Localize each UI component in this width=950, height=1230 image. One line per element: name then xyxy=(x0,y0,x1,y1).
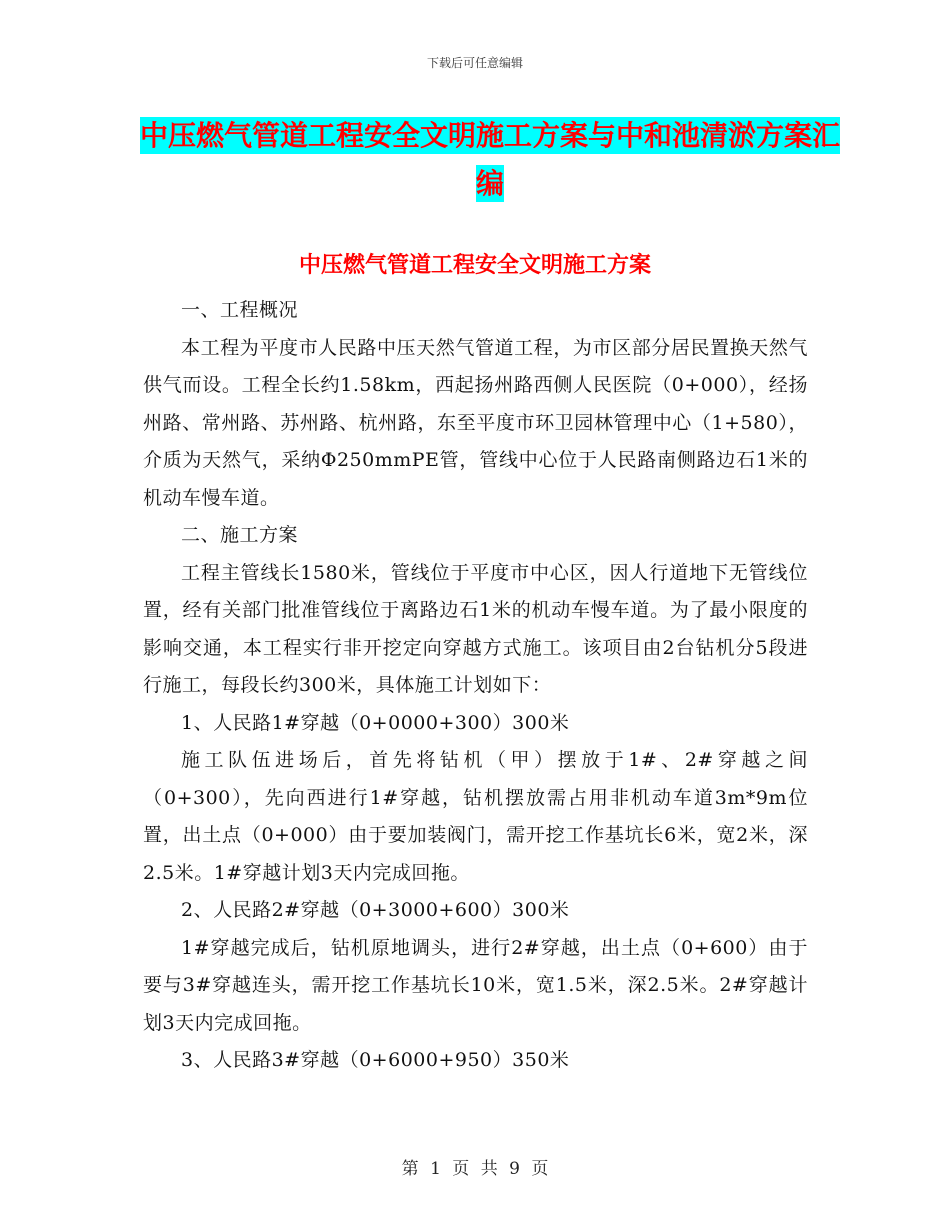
paragraph: 本工程为平度市人民路中压天然气管道工程，为市区部分居民置换天然气供气而设。工程全长约1.58km，西起扬州路西侧人民医院（0+000），经扬州路、常州路、苏州路、杭州路，东至平度市环卫园林管理中心（1+580），介质为天然气，采纳Φ250mmPE管，管线中心位于人民路南侧路边石1米的机动车慢车道。 xyxy=(143,336,808,509)
paragraph: 工程主管线长1580米，管线位于平度市中心区，因人行道地下无管线位置，经有关部门批准管线位于离路边石1米的机动车慢车道。为了最小限度的影响交通，本工程实行非开挖定向穿越方式施工。该项目由2台钻机分5段进行施工，每段长约300米，具体施工计划如下： xyxy=(143,561,808,696)
list-item-heading: 1、人民路1#穿越（0+0000+300）300米 xyxy=(181,711,570,734)
list-item-heading: 2、人民路2#穿越（0+3000+600）300米 xyxy=(181,899,570,921)
document-title xyxy=(140,112,840,208)
header-note: 下载后可任意编辑 xyxy=(426,56,523,70)
heading-project-overview: 一、工程概况 xyxy=(181,299,299,321)
list-item-heading: 3、人民路3#穿越（0+6000+950）350米 xyxy=(181,1049,570,1071)
page-footer: 第 1 页 共 9 页 xyxy=(401,1159,549,1179)
paragraph: 施工队伍进场后，首先将钻机（甲）摆放于1#、2#穿越之间（0+300），先向西进行1#穿越，钻机摆放需占用非机动车道3m*9m位置，出土点（0+000）由于要加装阀门，需开挖工作基坑长6米，宽2米，深2.5米。1#穿越计划3天内完成回拖。 xyxy=(143,749,808,884)
heading-construction-plan: 二、施工方案 xyxy=(181,524,299,546)
document-title-text: 中压燃气管道工程安全文明施工方案与中和池清淤方案汇编 xyxy=(140,119,841,200)
document-body xyxy=(143,292,808,1080)
section-title: 中压燃气管道工程安全文明施工方案 xyxy=(298,253,651,278)
paragraph: 1#穿越完成后，钻机原地调头，进行2#穿越，出土点（0+600）由于要与3#穿越连头，需开挖工作基坑长10米，宽1.5米，深2.5米。2#穿越计划3天内完成回拖。 xyxy=(143,936,808,1034)
